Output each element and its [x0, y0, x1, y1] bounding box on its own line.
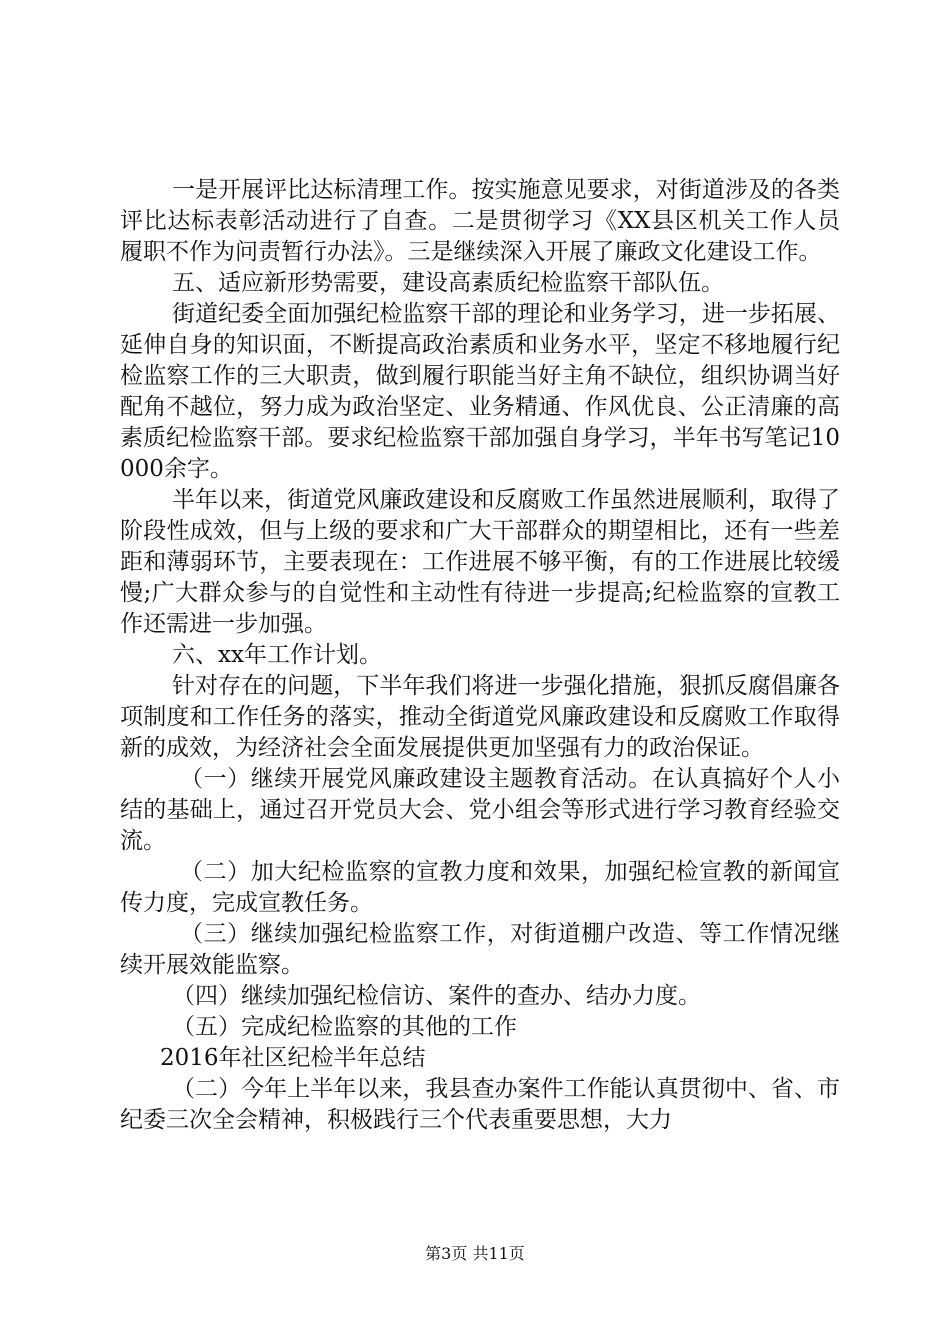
section-heading-5: 五、适应新形势需要，建设高素质纪检监察干部队伍。: [172, 270, 724, 296]
plan-item-5: （五）完成纪检监察的其他的工作: [172, 1014, 517, 1040]
document-subtitle: 2016年社区纪检半年总结: [160, 1045, 426, 1071]
paragraph-4: 针对存在的问题，下半年我们将进一步强化措施，狠抓反腐倡廉各项制度和工作任务的落实，推动全街道党风廉政建设和反腐败工作取得新的成效，为经济社会全面发展提供更加坚强有力的政治保证。: [120, 673, 840, 761]
section-heading-6: 六、xx年工作计划。: [172, 642, 382, 668]
plan-item-3: （三）继续加强纪检监察工作，对街道棚户改造、等工作情况继续开展效能监察。: [120, 921, 840, 978]
plan-item-2: （二）加大纪检监察的宣教力度和效果，加强纪检宣教的新闻宣传力度，完成宣教任务。: [120, 859, 840, 916]
paragraph-2: 街道纪委全面加强纪检监察干部的理论和业务学习，进一步拓展、延伸自身的知识面，不断提高政治素质和业务水平，坚定不移地履行纪检监察工作的三大职责，做到履行职能当好主角不缺位，组织协调当好配角不越位，努力成为政治坚定、业务精通、作风优良、公正清廉的高素质纪检监察干部。要求纪检监察干部加强自身学习，半年书写笔记10000余字。: [120, 301, 840, 482]
plan-item-1: （一）继续开展党风廉政建设主题教育活动。在认真搞好个人小结的基础上，通过召开党员大会、党小组会等形式进行学习教育经验交流。: [120, 766, 840, 854]
paragraph-1: 一是开展评比达标清理工作。按实施意见要求，对街道涉及的各类评比达标表彰活动进行了自查。二是贯彻学习《XX县区机关工作人员履职不作为问责暂行办法》。三是继续深入开展了廉政文化建设工作。: [120, 177, 840, 265]
plan-item-4: （四）继续加强纪检信访、案件的查办、结办力度。: [172, 983, 701, 1009]
paragraph-5: （二）今年上半年以来，我县查办案件工作能认真贯彻中、省、市纪委三次全会精神，积极践行三个代表重要思想，大力: [120, 1076, 840, 1133]
paragraph-3: 半年以来，街道党风廉政建设和反腐败工作虽然进展顺利，取得了阶段性成效，但与上级的要求和广大干部群众的期望相比，还有一些差距和薄弱环节，主要表现在：工作进展不够平衡，有的工作进展比较缓慢;广大群众参与的自觉性和主动性有待进一步提高;纪检监察的宣教工作还需进一步加强。: [120, 487, 840, 637]
document-body: [120, 175, 840, 1136]
page-number-footer: 第3页 共11页: [425, 1244, 525, 1263]
